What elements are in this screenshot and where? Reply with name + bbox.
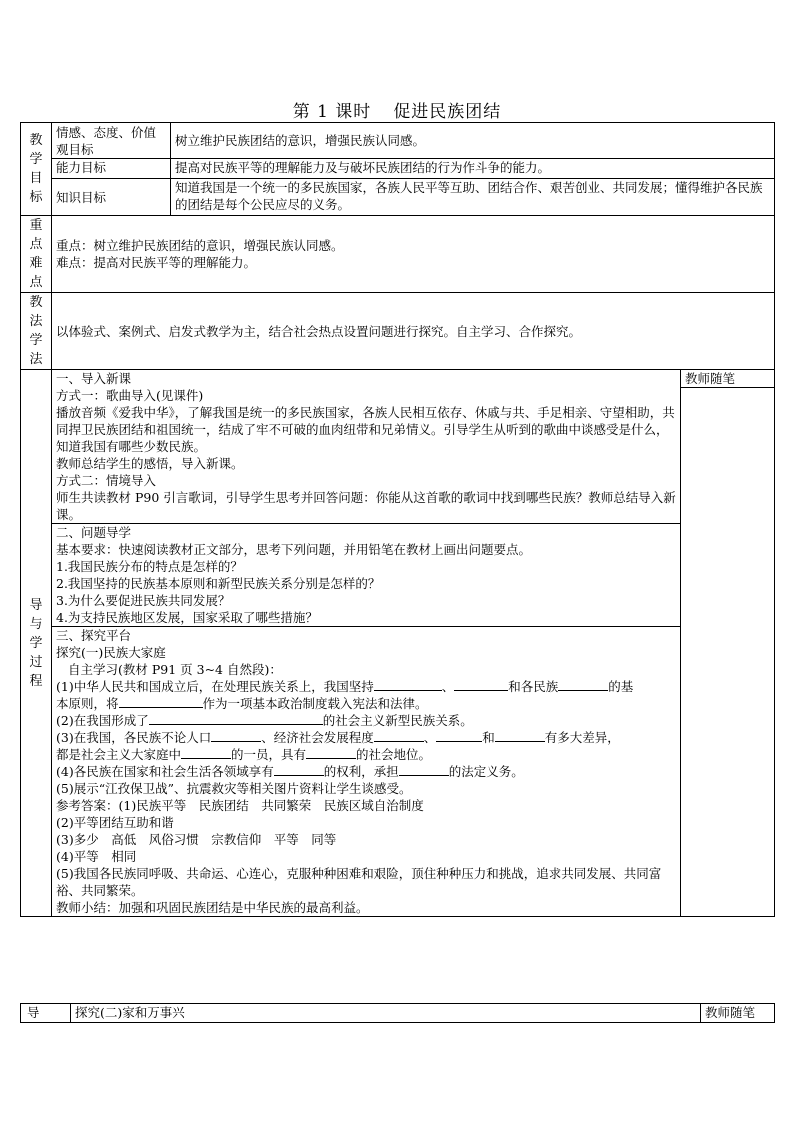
process-label: 导 与 学 过 程: [21, 370, 52, 917]
fill-question-2: (2)在我国形成了 的社会主义新型民族关系。: [56, 713, 473, 728]
blank-line[interactable]: [454, 678, 508, 691]
blank-line[interactable]: [436, 729, 482, 742]
objective-name-ability: 能力目标: [52, 159, 171, 179]
blank-line[interactable]: [495, 729, 545, 742]
objectives-label: 教 学 目 标: [21, 123, 52, 216]
lesson-number: 第 1 课时: [292, 102, 372, 122]
continuation-label: 导: [21, 1004, 71, 1023]
fill-question-1: (1)中华人民共和国成立后，在处理民族关系上，我国坚持 、 和各民族 的基 本原则，将 作为一项基本政治制度载入宪法和法律。: [56, 679, 634, 711]
blank-line[interactable]: [274, 763, 324, 776]
objective-name-emotion: 情感、态度、价值观目标: [52, 123, 171, 159]
intro-method1-title: 方式一：歌曲导入(见课件): [56, 388, 204, 403]
blank-line[interactable]: [181, 746, 231, 759]
blank-line[interactable]: [149, 712, 323, 725]
keypoints-content: [52, 216, 775, 293]
blank-line[interactable]: [399, 763, 449, 776]
fill-question-3: (3)在我国，各民族不论人口 、经济社会发展程度 、 和 有多大差异， 都是社会主义大家庭中 的一员，具有 的社会地位。: [56, 730, 620, 762]
fill-question-4: (4)各民族在国家和社会生活各领域享有 的权利，承担 的法定义务。: [56, 764, 524, 779]
objective-name-knowledge: 知识目标: [52, 179, 171, 216]
answer-line: (5)我国各民族同呼吸、共命运、心连心，克服种种困难和艰险，顶住种种压力和挑战，追求共同发展、共同富裕、共同繁荣。: [56, 866, 662, 898]
lesson-topic: 促进民族团结: [393, 102, 502, 122]
teacher-notes-column: [681, 370, 775, 917]
questions-heading: 二、问题导学: [56, 525, 132, 540]
intro-method1-summary: 教师总结学生的感悟，导入新课。: [56, 456, 244, 471]
difficult-point: 难点：提高对民族平等的理解能力。: [56, 255, 257, 270]
blank-line[interactable]: [211, 729, 261, 742]
answer-line: (4)平等 相同: [56, 849, 137, 864]
blank-line[interactable]: [306, 746, 356, 759]
question-item: 4.为支持民族地区发展，国家采取了哪些措施？: [56, 610, 318, 625]
key-point: 重点：树立维护民族团结的意识，增强民族认同感。: [56, 238, 344, 253]
answer-line: (3)多少 高低 风俗习惯 宗教信仰 平等 同等: [56, 832, 337, 847]
teacher-summary: 教师小结：加强和巩固民族团结是中华民族的最高利益。: [56, 900, 369, 915]
intro-method2-title: 方式二：情境导入: [56, 473, 157, 488]
blank-line[interactable]: [374, 678, 442, 691]
blank-line[interactable]: [374, 729, 424, 742]
keypoints-label: 重 点 难 点: [21, 216, 52, 293]
continuation-table: [20, 1003, 775, 1023]
explore-section: [52, 627, 681, 917]
question-5: (5)展示“江孜保卫战”、抗震救灾等相关图片资料让学生谈感受。: [56, 781, 412, 796]
question-item: 3.为什么要促进民族共同发展？: [56, 593, 231, 608]
teacher-notes-label: 教师随笔: [681, 370, 774, 388]
question-item: 2.我国坚持的民族基本原则和新型民族关系分别是怎样的？: [56, 576, 381, 591]
explore-subheading: 探究(一)民族大家庭: [56, 645, 166, 660]
questions-section: [52, 524, 681, 627]
intro-heading: 一、导入新课: [56, 371, 132, 386]
objective-text-knowledge: 知道我国是一个统一的多民族国家，各族人民平等互助、团结合作、艰苦创业、共同发展；懂得维护各民族的团结是每个公民应尽的义务。: [171, 179, 775, 216]
question-item: 1.我国民族分布的特点是怎样的？: [56, 559, 243, 574]
continuation-heading: 探究(二)家和万事兴: [71, 1004, 701, 1023]
explore-heading: 三、探究平台: [56, 628, 132, 643]
page-title: [0, 97, 794, 122]
methods-text: 以体验式、案例式、启发式教学为主，结合社会热点设置问题进行探究。自主学习、合作探究。: [52, 293, 775, 370]
answer-line: 参考答案：(1)民族平等 民族团结 共同繁荣 民族区域自治制度: [56, 798, 424, 813]
blank-line[interactable]: [558, 678, 608, 691]
methods-label: 教 法 学 法: [21, 293, 52, 370]
intro-section: [52, 370, 681, 524]
objective-text-ability: 提高对民族平等的理解能力及与破坏民族团结的行为作斗争的能力。: [171, 159, 775, 179]
blank-line[interactable]: [119, 695, 203, 708]
intro-method2-text: 师生共读教材 P90 引言歌词，引导学生思考并回答问题：你能从这首歌的歌词中找到哪些民族？教师总结导入新课。: [56, 490, 676, 522]
answer-line: (2)平等团结互助和谐: [56, 815, 174, 830]
lesson-plan-table: [20, 122, 775, 917]
objective-text-emotion: 树立维护民族团结的意识，增强民族认同感。: [171, 123, 775, 159]
continuation-notes-label: 教师随笔: [701, 1004, 775, 1023]
self-study-instruction: 自主学习(教材 P91 页 3~4 自然段)：: [68, 662, 282, 677]
questions-requirement: 基本要求：快速阅读教材正文部分，思考下列问题，并用铅笔在教材上画出问题要点。: [56, 542, 532, 557]
intro-method1-text: 播放音频《爱我中华》，了解我国是统一的多民族国家，各族人民相互依存、休戚与共、手足相亲、守望相助，共同捍卫民族团结和祖国统一，结成了牢不可破的血肉纽带和兄弟情义。引导学生从听到的歌曲中谈感受是什么，知道我国有哪些少数民族。: [56, 405, 675, 454]
